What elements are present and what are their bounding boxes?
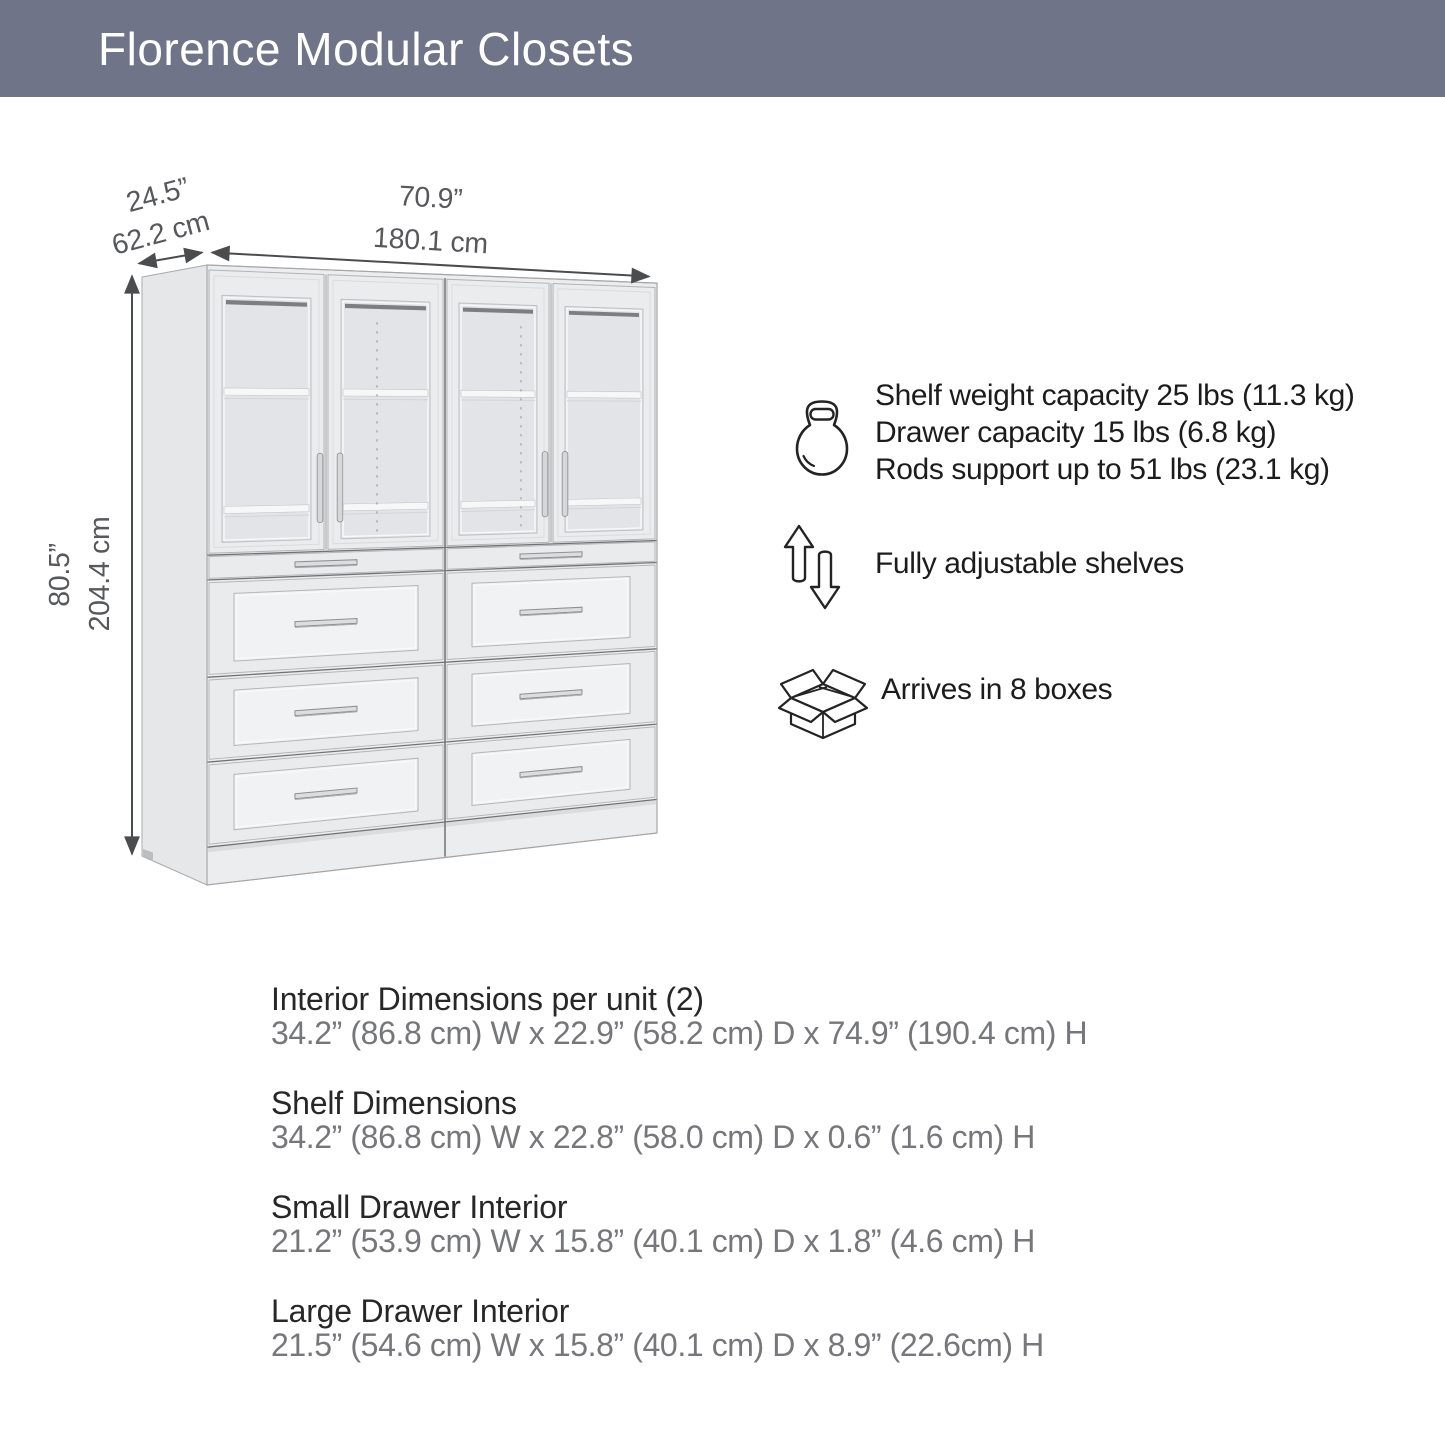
feature-text-boxes	[881, 671, 1112, 708]
spec-group-large-drawer	[271, 1294, 1087, 1362]
spec-value: 21.2” (53.9 cm) W x 15.8” (40.1 cm) D x 1.8” (4.6 cm) H	[271, 1223, 1035, 1259]
feature-line: Fully adjustable shelves	[875, 547, 1184, 580]
feature-line: Rods support up to 51 lbs (23.1 kg)	[875, 453, 1330, 486]
closet-dimension-diagram	[0, 0, 760, 930]
adjustable-shelves-arrows-icon	[779, 517, 847, 616]
spec-heading: Shelf Dimensions	[271, 1085, 517, 1121]
spec-heading: Interior Dimensions per unit (2)	[271, 981, 704, 1017]
spec-value: 34.2” (86.8 cm) W x 22.8” (58.0 cm) D x 0.6” (1.6 cm) H	[271, 1119, 1035, 1155]
spec-group-small-drawer	[271, 1190, 1087, 1258]
feature-line: Shelf weight capacity 25 lbs (11.3 kg)	[875, 379, 1355, 412]
feature-line: Arrives in 8 boxes	[881, 673, 1113, 706]
page-title: Florence Modular Closets	[98, 22, 635, 75]
feature-text-adjustable-shelves	[875, 545, 1184, 582]
feature-text-weight-capacity	[875, 377, 1355, 488]
spec-group-shelf	[271, 1086, 1087, 1154]
spec-heading: Large Drawer Interior	[271, 1293, 570, 1329]
kettlebell-icon	[790, 397, 854, 479]
height-dimension-label-cm: 204.4 cm	[84, 516, 116, 632]
spec-value: 21.5” (54.6 cm) W x 15.8” (40.1 cm) D x 8.9” (22.6cm) H	[271, 1327, 1044, 1363]
feature-line: Drawer capacity 15 lbs (6.8 kg)	[875, 416, 1277, 449]
spec-value: 34.2” (86.8 cm) W x 22.9” (58.2 cm) D x 74.9” (190.4 cm) H	[271, 1015, 1088, 1051]
closet-illustration	[142, 265, 657, 885]
depth-dimension-label-inches: 24.5”	[122, 171, 193, 219]
height-dimension-label-inches: 80.5”	[44, 543, 76, 607]
spec-heading: Small Drawer Interior	[271, 1189, 568, 1225]
width-dimension-label-inches: 70.9”	[397, 180, 464, 216]
spec-list	[271, 982, 1087, 1398]
open-box-icon	[777, 658, 869, 746]
depth-dimension-line	[139, 253, 202, 264]
spec-group-interior	[271, 982, 1087, 1050]
width-dimension-label-cm: 180.1 cm	[372, 221, 489, 261]
depth-dimension-label-cm: 62.2 cm	[108, 205, 213, 262]
